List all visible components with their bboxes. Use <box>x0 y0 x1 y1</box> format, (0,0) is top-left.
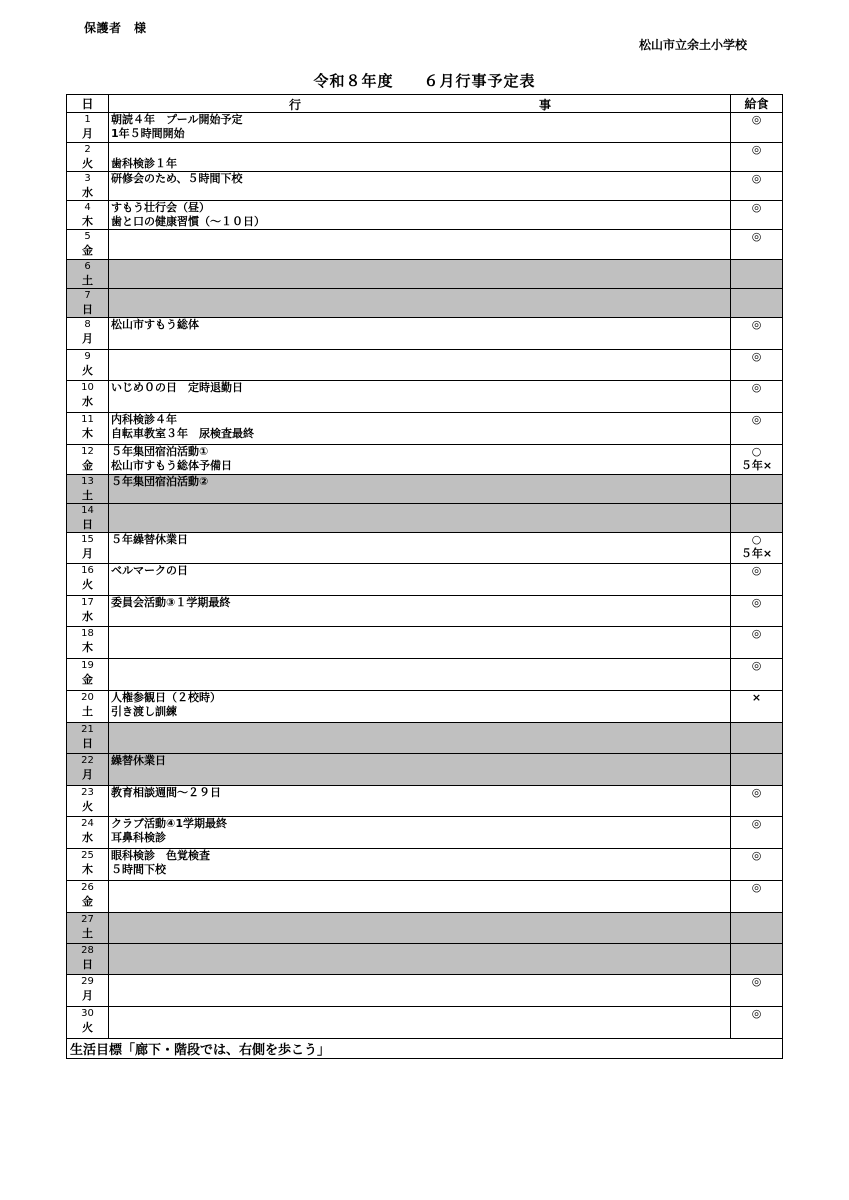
meal-cell <box>731 723 783 754</box>
meal-mark <box>731 944 782 958</box>
meal-mark: ◎ <box>751 1007 762 1020</box>
meal-mark <box>731 260 782 274</box>
event-text <box>111 143 730 157</box>
event-text: 朝読４年 プール開始予定 <box>111 113 243 126</box>
event-text: ５年繰替休業日 <box>111 533 188 546</box>
meal-mark: ◎ <box>751 659 762 672</box>
day-cell <box>67 445 109 475</box>
day-number: 27 <box>81 914 94 925</box>
meal-mark: ◎ <box>751 143 762 156</box>
table-row <box>67 881 783 913</box>
meal-mark: ◎ <box>751 564 762 577</box>
event-text: 耳鼻科検診 <box>111 831 166 844</box>
day-number: 25 <box>81 850 94 861</box>
weekday: 月 <box>82 989 93 1002</box>
event-cell <box>109 849 731 881</box>
event-text: クラブ活動④1学期最終 <box>111 817 227 830</box>
day-number: 15 <box>81 534 94 545</box>
day-number: 11 <box>81 414 94 425</box>
meal-cell <box>731 143 783 172</box>
event-cell <box>109 533 731 564</box>
meal-mark: ◎ <box>751 817 762 830</box>
weekday: 金 <box>82 244 93 257</box>
weekday: 水 <box>82 610 93 623</box>
event-text: 教育相談週間～２９日 <box>111 786 221 799</box>
day-cell <box>67 318 109 350</box>
title-month: ６月行事予定表 <box>423 72 536 90</box>
day-number: 22 <box>81 755 94 766</box>
meal-cell <box>731 172 783 201</box>
meal-mark: ◎ <box>751 627 762 640</box>
meal-mark: ◎ <box>751 413 762 426</box>
day-cell <box>67 172 109 201</box>
day-cell <box>67 944 109 975</box>
table-row <box>67 786 783 817</box>
day-number: 26 <box>81 882 94 893</box>
weekday: 金 <box>82 459 93 472</box>
life-goal: 生活目標「廊下・階段では、右側を歩こう」 <box>67 1039 783 1059</box>
weekday: 水 <box>82 395 93 408</box>
weekday: 日 <box>82 737 93 750</box>
day-number: 12 <box>81 446 94 457</box>
meal-cell <box>731 975 783 1007</box>
meal-cell <box>731 201 783 230</box>
meal-mark: ◎ <box>751 849 762 862</box>
meal-mark <box>731 475 782 489</box>
meal-mark <box>731 289 782 303</box>
addressee: 保護者 様 <box>84 21 147 35</box>
meal-note: ５年× <box>740 547 773 560</box>
day-number: 4 <box>84 202 91 213</box>
meal-mark: ◎ <box>751 201 762 214</box>
event-text: 引き渡し訓練 <box>111 705 177 718</box>
day-cell <box>67 913 109 944</box>
event-text: ５年集団宿泊活動② <box>111 475 209 488</box>
event-cell <box>109 913 731 944</box>
event-text: ５年集団宿泊活動① <box>111 445 209 458</box>
day-number: 7 <box>84 290 91 301</box>
event-cell <box>109 413 731 445</box>
event-cell <box>109 786 731 817</box>
event-cell <box>109 172 731 201</box>
table-row <box>67 913 783 944</box>
event-text: ベルマークの日 <box>111 564 188 577</box>
day-number: 9 <box>84 351 91 362</box>
day-cell <box>67 596 109 627</box>
day-number: 13 <box>81 476 94 487</box>
meal-cell <box>731 596 783 627</box>
meal-cell <box>731 413 783 445</box>
day-cell <box>67 350 109 381</box>
weekday: 火 <box>82 157 93 170</box>
meal-cell <box>731 659 783 691</box>
day-number: 1 <box>84 114 91 125</box>
weekday: 水 <box>82 186 93 199</box>
event-text: いじめ０の日 定時退勤日 <box>111 381 243 394</box>
weekday: 土 <box>82 927 93 940</box>
meal-cell <box>731 475 783 504</box>
meal-mark: ○ <box>751 445 762 458</box>
schedule-table <box>66 94 783 1059</box>
event-text: 歯と口の健康習慣（～１０日） <box>111 215 265 228</box>
event-text: 人権参観日（２校時） <box>111 691 221 704</box>
meal-note: ５年× <box>740 459 773 472</box>
event-cell <box>109 289 731 318</box>
day-cell <box>67 691 109 723</box>
event-cell <box>109 817 731 849</box>
weekday: 火 <box>82 578 93 591</box>
weekday: 土 <box>82 705 93 718</box>
day-number: 14 <box>81 505 94 516</box>
table-row <box>67 754 783 786</box>
day-cell <box>67 975 109 1007</box>
meal-mark: ◎ <box>751 381 762 394</box>
table-row <box>67 817 783 849</box>
day-number: 3 <box>84 173 91 184</box>
day-number: 10 <box>81 382 94 393</box>
event-text: 松山市すもう総体予備日 <box>111 459 232 472</box>
event-cell <box>109 230 731 260</box>
meal-cell <box>731 754 783 786</box>
meal-cell <box>731 881 783 913</box>
meal-cell <box>731 817 783 849</box>
day-cell <box>67 627 109 659</box>
day-number: 16 <box>81 565 94 576</box>
table-row <box>67 172 783 201</box>
meal-cell <box>731 318 783 350</box>
table-row <box>67 113 783 143</box>
table-row <box>67 849 783 881</box>
table-row <box>67 944 783 975</box>
event-text: ５時間下校 <box>111 863 166 876</box>
meal-cell <box>731 381 783 413</box>
event-text: 繰替休業日 <box>111 754 166 767</box>
day-cell <box>67 723 109 754</box>
weekday: 水 <box>82 831 93 844</box>
day-number: 24 <box>81 818 94 829</box>
meal-mark: ◎ <box>751 113 762 126</box>
event-cell <box>109 754 731 786</box>
day-number: 18 <box>81 628 94 639</box>
table-row <box>67 350 783 381</box>
table-row <box>67 413 783 445</box>
meal-mark <box>731 723 782 737</box>
meal-cell <box>731 533 783 564</box>
meal-cell <box>731 260 783 289</box>
meal-cell <box>731 445 783 475</box>
meal-cell <box>731 849 783 881</box>
table-header <box>67 95 783 113</box>
meal-mark: ◎ <box>751 975 762 988</box>
day-cell <box>67 413 109 445</box>
event-cell <box>109 260 731 289</box>
event-cell <box>109 504 731 533</box>
weekday: 木 <box>82 641 93 654</box>
meal-cell <box>731 944 783 975</box>
table-row <box>67 260 783 289</box>
weekday: 土 <box>82 274 93 287</box>
meal-cell <box>731 289 783 318</box>
meal-cell <box>731 350 783 381</box>
day-cell <box>67 659 109 691</box>
meal-mark <box>731 504 782 518</box>
event-cell <box>109 596 731 627</box>
day-cell <box>67 754 109 786</box>
event-cell <box>109 350 731 381</box>
table-row <box>67 659 783 691</box>
event-cell <box>109 475 731 504</box>
weekday: 火 <box>82 800 93 813</box>
event-text: 内科検診４年 <box>111 413 177 426</box>
event-cell <box>109 944 731 975</box>
day-cell <box>67 475 109 504</box>
meal-mark: ◎ <box>751 881 762 894</box>
event-text: 委員会活動③１学期最終 <box>111 596 231 609</box>
table-row <box>67 1007 783 1039</box>
table-row <box>67 596 783 627</box>
table-row <box>67 504 783 533</box>
meal-mark: ◎ <box>751 350 762 363</box>
table-row <box>67 975 783 1007</box>
event-text: 研修会のため、５時間下校 <box>111 172 243 185</box>
meal-mark: × <box>751 691 762 704</box>
day-number: 23 <box>81 787 94 798</box>
day-number: 2 <box>84 144 91 155</box>
table-row <box>67 143 783 172</box>
day-cell <box>67 504 109 533</box>
meal-cell <box>731 230 783 260</box>
weekday: 木 <box>82 215 93 228</box>
meal-cell <box>731 691 783 723</box>
day-cell <box>67 113 109 143</box>
day-cell <box>67 817 109 849</box>
day-number: 30 <box>81 1008 94 1019</box>
weekday: 月 <box>82 768 93 781</box>
table-row <box>67 201 783 230</box>
event-cell <box>109 113 731 143</box>
event-cell <box>109 445 731 475</box>
table-row <box>67 691 783 723</box>
event-text: 松山市すもう総体 <box>111 318 199 331</box>
table-row <box>67 564 783 596</box>
meal-mark: ○ <box>751 533 762 546</box>
day-cell <box>67 289 109 318</box>
event-cell <box>109 564 731 596</box>
page-title <box>0 70 849 91</box>
event-cell <box>109 881 731 913</box>
event-cell <box>109 381 731 413</box>
event-cell <box>109 723 731 754</box>
event-cell <box>109 659 731 691</box>
meal-cell <box>731 504 783 533</box>
day-cell <box>67 230 109 260</box>
weekday: 金 <box>82 673 93 686</box>
footer-row <box>67 1039 783 1059</box>
table-row <box>67 445 783 475</box>
day-cell <box>67 143 109 172</box>
table-row <box>67 289 783 318</box>
weekday: 月 <box>82 547 93 560</box>
event-header-left: 行 <box>289 98 302 112</box>
meal-cell <box>731 786 783 817</box>
meal-cell <box>731 913 783 944</box>
table-row <box>67 627 783 659</box>
day-cell <box>67 201 109 230</box>
day-number: 29 <box>81 976 94 987</box>
meal-mark <box>731 754 782 768</box>
event-cell <box>109 318 731 350</box>
event-text: 自転車教室３年 尿検査最終 <box>111 427 254 440</box>
day-number: 6 <box>84 261 91 272</box>
day-number: 19 <box>81 660 94 671</box>
day-number: 5 <box>84 231 91 242</box>
table-row <box>67 533 783 564</box>
event-text: 1年５時間開始 <box>111 127 185 140</box>
date-column-header: 日 <box>67 95 109 113</box>
meal-mark: ◎ <box>751 230 762 243</box>
meal-cell <box>731 1007 783 1039</box>
meal-mark: ◎ <box>751 318 762 331</box>
weekday: 火 <box>82 364 93 377</box>
event-cell <box>109 201 731 230</box>
meal-mark: ◎ <box>751 786 762 799</box>
day-number: 21 <box>81 724 94 735</box>
table-row <box>67 723 783 754</box>
event-cell <box>109 691 731 723</box>
meal-mark: ◎ <box>751 172 762 185</box>
weekday: 土 <box>82 489 93 502</box>
table-row <box>67 475 783 504</box>
weekday: 火 <box>82 1021 93 1034</box>
event-column-header <box>109 95 731 113</box>
weekday: 日 <box>82 303 93 316</box>
event-cell <box>109 627 731 659</box>
table-row <box>67 230 783 260</box>
day-cell <box>67 564 109 596</box>
day-cell <box>67 533 109 564</box>
school-name: 松山市立余土小学校 <box>639 38 748 52</box>
event-text: 歯科検診１年 <box>111 157 177 170</box>
day-number: 8 <box>84 319 91 330</box>
weekday: 日 <box>82 518 93 531</box>
title-year: 令和８年度 <box>313 72 394 90</box>
meal-cell <box>731 564 783 596</box>
day-cell <box>67 881 109 913</box>
event-text: すもう壮行会（昼） <box>111 201 210 214</box>
day-cell <box>67 1007 109 1039</box>
event-cell <box>109 1007 731 1039</box>
weekday: 月 <box>82 127 93 140</box>
meal-mark: ◎ <box>751 596 762 609</box>
day-cell <box>67 786 109 817</box>
meal-column-header: 給食 <box>731 95 783 113</box>
weekday: 木 <box>82 863 93 876</box>
day-cell <box>67 381 109 413</box>
day-number: 28 <box>81 945 94 956</box>
table-row <box>67 318 783 350</box>
day-number: 17 <box>81 597 94 608</box>
day-number: 20 <box>81 692 94 703</box>
weekday: 木 <box>82 427 93 440</box>
event-cell <box>109 143 731 172</box>
event-header-right: 事 <box>539 98 552 112</box>
weekday: 日 <box>82 958 93 971</box>
day-cell <box>67 260 109 289</box>
meal-cell <box>731 627 783 659</box>
event-text: 眼科検診 色覚検査 <box>111 849 210 862</box>
table-row <box>67 381 783 413</box>
day-cell <box>67 849 109 881</box>
weekday: 月 <box>82 332 93 345</box>
meal-cell <box>731 113 783 143</box>
meal-mark <box>731 913 782 927</box>
weekday: 金 <box>82 895 93 908</box>
event-cell <box>109 975 731 1007</box>
